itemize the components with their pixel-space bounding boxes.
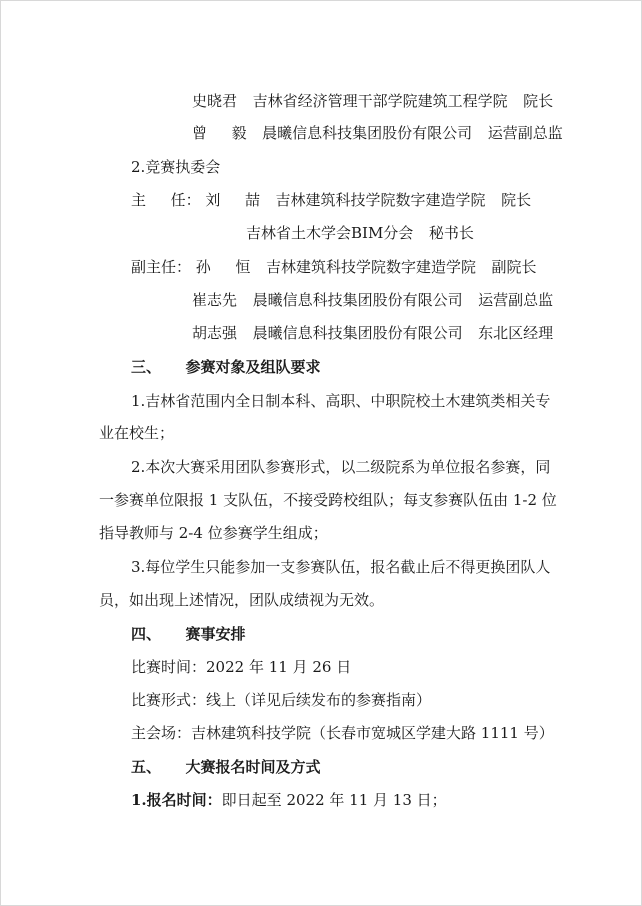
person-org: 晨曦信息科技集团股份有限公司	[252, 324, 463, 342]
person-title: 秘书长	[428, 224, 474, 242]
section-number: 三、	[131, 358, 162, 376]
person-title: 东北区经理	[478, 324, 554, 342]
paragraph-line: 1.吉林省范围内全日制本科、高职、中职院校土木建筑类相关专	[131, 392, 551, 410]
section-number: 四、	[131, 625, 162, 643]
paragraph-line: 2.本次大赛采用团队参赛形式，以二级院系为单位报名参赛，同	[131, 458, 551, 476]
member-title: 院长	[523, 92, 554, 110]
paragraph-line: 3.每位学生只能参加一支参赛队伍，报名截止后不得更换团队人	[131, 558, 551, 576]
director-line-2	[246, 223, 474, 243]
member-name-part: 曾	[192, 124, 208, 142]
person-name-part: 孙	[195, 258, 211, 276]
section-title: 赛事安排	[185, 625, 246, 643]
section-title: 大赛报名时间及方式	[185, 758, 321, 776]
person-org: 吉林建筑科技学院数字建造学院	[275, 191, 486, 209]
person-name-part: 刘	[205, 191, 221, 209]
registration-value: 即日起至 2022 年 11 月 13 日；	[221, 791, 447, 809]
member-name-part: 毅	[231, 124, 247, 142]
person-name-part: 喆	[244, 191, 260, 209]
member-org: 晨曦信息科技集团股份有限公司	[262, 124, 473, 142]
vice-director-line-2	[192, 290, 553, 310]
paragraph-line: 指导教师与 2-4 位参赛学生组成；	[99, 524, 328, 542]
person-title: 院长	[501, 191, 532, 209]
paragraph-line: 一参赛单位限报 1 支队伍，不接受跨校组队；每支参赛队伍由 1-2 位	[99, 491, 557, 509]
section-title: 参赛对象及组队要求	[185, 358, 321, 376]
section-number: 五、	[131, 758, 162, 776]
vice-label: 副主任：	[131, 258, 192, 276]
person-name: 崔志先	[192, 291, 238, 309]
vice-director-line-1	[131, 257, 537, 277]
registration-label: 1.报名时间：	[131, 791, 222, 809]
member-name: 史晓君	[192, 92, 238, 110]
match-time: 比赛时间：2022 年 11 月 26 日	[131, 658, 352, 676]
person-name: 胡志强	[192, 324, 238, 342]
committee-line-1	[192, 91, 553, 111]
main-venue: 主会场：吉林建筑科技学院（长春市宽城区学建大路 1111 号）	[131, 724, 554, 742]
director-line	[131, 190, 531, 210]
vice-director-line-3	[192, 323, 553, 343]
member-org: 吉林省经济管理干部学院建筑工程学院	[252, 92, 508, 110]
label-part: 主	[131, 191, 147, 209]
person-org: 吉林省土木学会BIM分会	[246, 224, 414, 242]
person-name-part: 恒	[235, 258, 251, 276]
person-org: 吉林建筑科技学院数字建造学院	[265, 258, 476, 276]
person-title: 副院长	[491, 258, 537, 276]
paragraph-line: 业在校生；	[99, 424, 175, 442]
section-4-heading	[131, 624, 246, 644]
committee-line-2	[192, 123, 563, 143]
registration-time	[131, 790, 447, 810]
section-3-heading	[131, 357, 321, 377]
paragraph-line: 员，如出现上述情况，团队成绩视为无效。	[99, 591, 385, 609]
match-form: 比赛形式：线上（详见后续发布的参赛指南）	[131, 691, 432, 709]
person-title: 运营副总监	[478, 291, 554, 309]
exec-committee-heading: 2.竞赛执委会	[131, 158, 221, 176]
person-org: 晨曦信息科技集团股份有限公司	[252, 291, 463, 309]
section-5-heading	[131, 757, 321, 777]
label-part: 任：	[170, 191, 201, 209]
member-title: 运营副总监	[487, 124, 563, 142]
